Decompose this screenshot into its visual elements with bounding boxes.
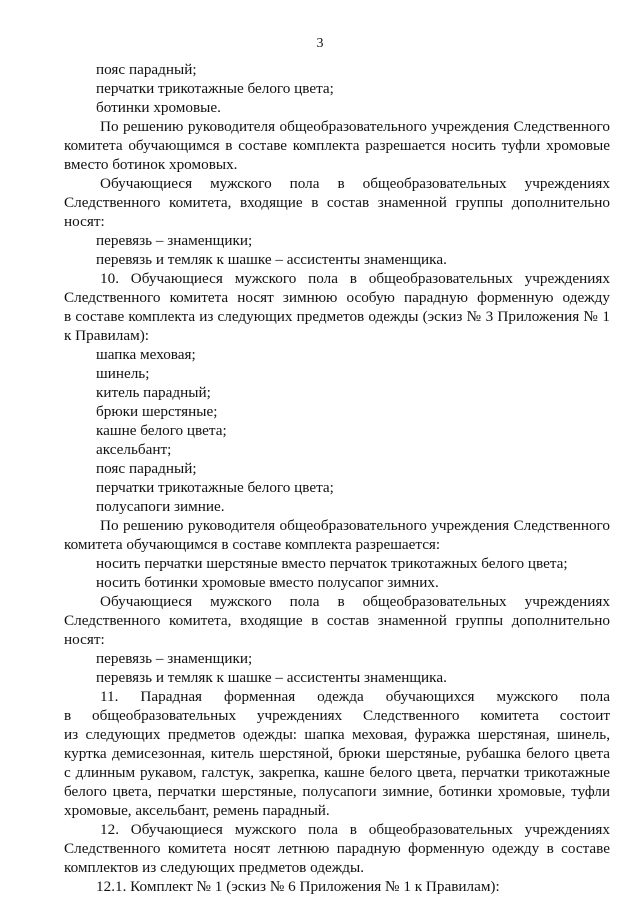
page-number: 3 [316, 36, 324, 51]
text-line: носить ботинки хромовые вместо полусапог зимних. [96, 574, 439, 591]
text-line: Следственного комитета, входящие в состав знаменной группы дополнительно [64, 194, 610, 211]
text-line: Обучающиеся мужского пола в общеобразовательных учреждениях [100, 175, 610, 192]
text-line: комплектов из следующих предметов одежды. [64, 859, 364, 876]
text-line: носят: [64, 213, 105, 230]
text-line: 10. Обучающиеся мужского пола в общеобразовательных учреждениях [100, 270, 610, 287]
text-line: комитета обучающимся в составе комплекта разрешается носить туфли хромовые [64, 137, 610, 154]
text-line: ботинки хромовые. [96, 99, 221, 116]
text-line: пояс парадный; [96, 460, 197, 477]
text-line: Следственного комитета, входящие в состав знаменной группы дополнительно [64, 612, 610, 629]
text-line: перевязь – знаменщики; [96, 650, 253, 667]
text-line: с длинным рукавом, галстук, закрепка, кашне белого цвета, перчатки трикотажные [64, 764, 610, 781]
text-line: 12.1. Комплект № 1 (эскиз № 6 Приложения № 1 к Правилам): [96, 878, 500, 895]
text-line: Следственного комитета носят зимнюю особую парадную форменную одежду [64, 289, 610, 306]
text-line: к Правилам): [64, 327, 149, 344]
text-line: в общеобразовательных учреждениях Следственного комитета состоит [64, 707, 610, 724]
text-line: полусапоги зимние. [96, 498, 225, 515]
text-line: перевязь и темляк к шашке – ассистенты знаменщика. [96, 669, 447, 686]
text-line: носят: [64, 631, 105, 648]
text-line: носить перчатки шерстяные вместо перчаток трикотажных белого цвета; [96, 555, 568, 572]
text-line: Обучающиеся мужского пола в общеобразовательных учреждениях [100, 593, 610, 610]
text-line: По решению руководителя общеобразовательного учреждения Следственного [100, 517, 610, 534]
text-line: китель парадный; [96, 384, 211, 401]
text-line: шапка меховая; [96, 346, 196, 363]
text-line: кашне белого цвета; [96, 422, 227, 439]
text-line: Следственного комитета носят летнюю парадную форменную одежду в составе [64, 840, 610, 857]
text-line: 11. Парадная форменная одежда обучающихся мужского пола [100, 688, 610, 705]
text-line: аксельбант; [96, 441, 172, 458]
text-line: перевязь – знаменщики; [96, 232, 253, 249]
text-line: перчатки трикотажные белого цвета; [96, 80, 334, 97]
text-line: хромовые, аксельбант, ремень парадный. [64, 802, 330, 819]
text-line: пояс парадный; [96, 61, 197, 78]
text-line: белого цвета, перчатки шерстяные, полусапоги зимние, ботинки хромовые, туфли [64, 783, 610, 800]
text-line: вместо ботинок хромовых. [64, 156, 238, 173]
text-line: в составе комплекта из следующих предметов одежды (эскиз № 3 Приложения № 1 [64, 308, 610, 325]
text-line: куртка демисезонная, китель шерстяной, брюки шерстяные, рубашка белого цвета [64, 745, 610, 762]
text-line: шинель; [96, 365, 150, 382]
text-line: из следующих предметов одежды: шапка меховая, фуражка шерстяная, шинель, [64, 726, 610, 743]
text-line: перевязь и темляк к шашке – ассистенты знаменщика. [96, 251, 447, 268]
text-line: брюки шерстяные; [96, 403, 218, 420]
text-line: По решению руководителя общеобразовательного учреждения Следственного [100, 118, 610, 135]
text-line: 12. Обучающиеся мужского пола в общеобразовательных учреждениях [100, 821, 610, 838]
text-line: комитета обучающимся в составе комплекта разрешается: [64, 536, 441, 553]
text-line: перчатки трикотажные белого цвета; [96, 479, 334, 496]
